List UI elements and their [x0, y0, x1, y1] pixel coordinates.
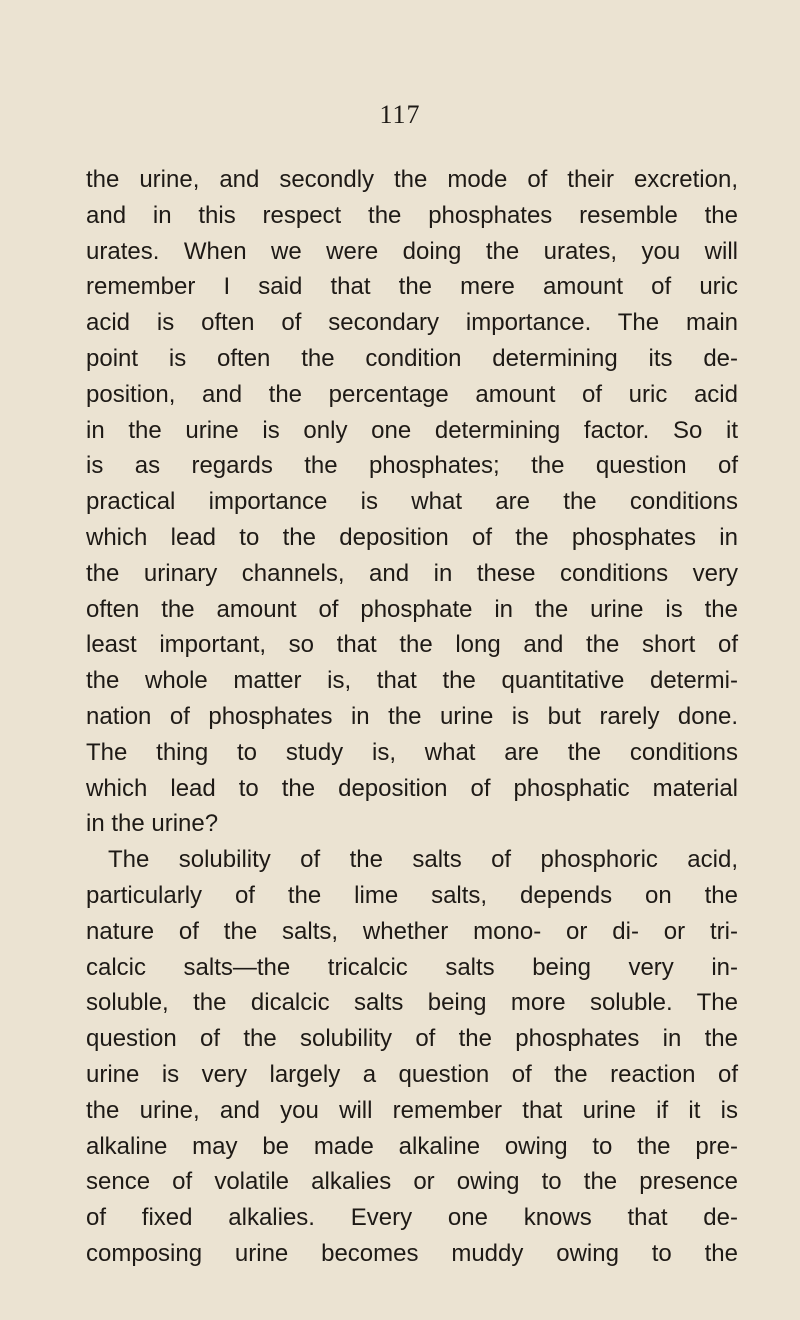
- text-line: particularly of the lime salts, depends on the: [86, 881, 738, 909]
- text-line: urates. When we were doing the urates, you will: [86, 237, 738, 265]
- text-line: calcic salts—the tricalcic salts being very in-: [86, 953, 738, 981]
- text-line: practical importance is what are the conditions: [86, 488, 738, 516]
- text-line: in the urine?: [86, 810, 219, 838]
- text-line: The thing to study is, what are the conditions: [86, 738, 738, 766]
- page-number: 117: [379, 100, 421, 129]
- text-line: the urine, and you will remember that urine if it is: [86, 1096, 738, 1124]
- text-line: remember I said that the mere amount of uric: [86, 273, 738, 301]
- text-line: position, and the percentage amount of uric acid: [86, 380, 738, 408]
- text-line: often the amount of phosphate in the urine is the: [86, 595, 738, 623]
- text-line: nation of phosphates in the urine is but rarely done.: [86, 702, 738, 730]
- text-line: which lead to the deposition of the phosphates in: [86, 523, 738, 551]
- text-line: soluble, the dicalcic salts being more soluble. The: [86, 989, 738, 1017]
- text-line: question of the solubility of the phosphates in the: [86, 1025, 738, 1053]
- text-line: alkaline may be made alkaline owing to the pre-: [86, 1132, 738, 1160]
- text-line: and in this respect the phosphates resemble the: [86, 201, 738, 229]
- text-line: the whole matter is, that the quantitative determi-: [86, 667, 738, 695]
- paragraph-2: [86, 842, 738, 1272]
- text-line: The solubility of the salts of phosphoric acid,: [108, 846, 738, 874]
- text-line: point is often the condition determining its de-: [86, 344, 738, 372]
- text-line: the urinary channels, and in these conditions very: [86, 559, 738, 587]
- text-line: is as regards the phosphates; the question of: [86, 452, 738, 480]
- paragraph-1: [86, 162, 738, 842]
- text-line: which lead to the deposition of phosphatic material: [86, 774, 738, 802]
- body-text: [86, 162, 738, 1272]
- text-line: urine is very largely a question of the reaction of: [86, 1060, 738, 1088]
- text-line: the urine, and secondly the mode of their excretion,: [86, 166, 738, 193]
- text-line: of fixed alkalies. Every one knows that de-: [86, 1204, 738, 1232]
- text-line: sence of volatile alkalies or owing to the presence: [86, 1168, 738, 1196]
- text-line: nature of the salts, whether mono- or di- or tri-: [86, 917, 738, 945]
- text-line: in the urine is only one determining factor. So it: [86, 416, 738, 444]
- text-line: least important, so that the long and the short of: [86, 631, 738, 659]
- text-line: composing urine becomes muddy owing to the: [86, 1239, 738, 1267]
- text-line: acid is often of secondary importance. The main: [86, 309, 738, 337]
